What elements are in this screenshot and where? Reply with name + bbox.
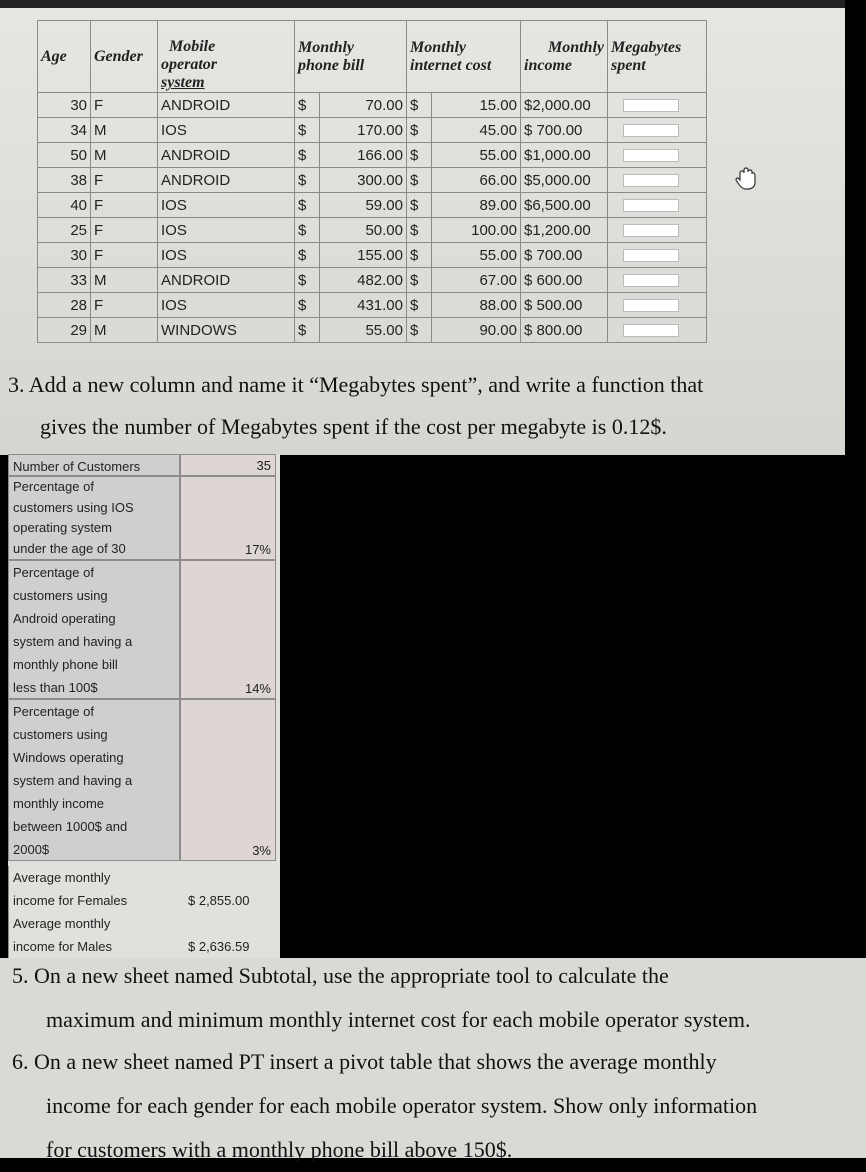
ios-under-30-label: Percentage of customers using IOS operating system under the age of 30	[8, 476, 180, 560]
cell-internet-cost: 55.00	[432, 143, 521, 168]
cell-gender: F	[91, 193, 158, 218]
table-row	[38, 143, 707, 168]
redacted-value	[623, 174, 679, 187]
avg-female-value: $ 2,855.00	[188, 893, 250, 908]
cell-internet-cost: 15.00	[432, 93, 521, 118]
cell-internet-currency: $	[407, 168, 432, 193]
cell-age: 34	[38, 118, 91, 143]
number-of-customers-value: 35	[180, 454, 276, 476]
cell-gender: F	[91, 293, 158, 318]
header-gender: Gender	[91, 21, 158, 93]
cell-internet-currency: $	[407, 93, 432, 118]
cell-internet-cost: 88.00	[432, 293, 521, 318]
cell-income: $ 600.00	[521, 268, 608, 293]
avg-male-value: $ 2,636.59	[188, 939, 250, 954]
cell-phone-bill: 170.00	[320, 118, 407, 143]
ios-under-30-value: 17%	[180, 476, 276, 560]
cell-bill-currency: $	[295, 143, 320, 168]
question-6-line-2: income for each gender for each mobile operator system. Show only information	[46, 1093, 758, 1118]
cell-megabytes	[608, 118, 707, 143]
cell-internet-cost: 45.00	[432, 118, 521, 143]
spreadsheet-photo	[0, 0, 866, 455]
cell-income: $1,200.00	[521, 218, 608, 243]
cell-bill-currency: $	[295, 93, 320, 118]
cell-gender: F	[91, 243, 158, 268]
question-5-line-1: 5. On a new sheet named Subtotal, use the appropriate tool to calculate the	[12, 963, 669, 988]
cell-megabytes	[608, 168, 707, 193]
avg-female-label: Average monthly income for Females	[8, 866, 180, 912]
hand-cursor-icon	[733, 166, 759, 192]
table-row	[38, 268, 707, 293]
cell-income: $ 700.00	[521, 243, 608, 268]
cell-gender: M	[91, 268, 158, 293]
cell-phone-bill: 55.00	[320, 318, 407, 343]
cell-phone-bill: 431.00	[320, 293, 407, 318]
cell-phone-bill: 482.00	[320, 268, 407, 293]
cell-os: ANDROID	[158, 268, 295, 293]
table-row	[38, 168, 707, 193]
redacted-value	[623, 324, 679, 337]
cell-megabytes	[608, 193, 707, 218]
cell-phone-bill: 59.00	[320, 193, 407, 218]
cell-internet-currency: $	[407, 243, 432, 268]
cell-internet-currency: $	[407, 143, 432, 168]
redacted-value	[623, 274, 679, 287]
cell-os: IOS	[158, 218, 295, 243]
cell-os: IOS	[158, 118, 295, 143]
cell-bill-currency: $	[295, 118, 320, 143]
redacted-value	[623, 149, 679, 162]
cell-internet-cost: 55.00	[432, 243, 521, 268]
cell-internet-cost: 89.00	[432, 193, 521, 218]
cell-internet-cost: 67.00	[432, 268, 521, 293]
question-3-line-1: 3. Add a new column and name it “Megabytes spent”, and write a function that	[8, 372, 704, 397]
cell-income: $6,500.00	[521, 193, 608, 218]
header-internet-cost: Monthly internet cost	[407, 21, 521, 93]
questions-photo	[0, 958, 866, 1162]
cell-megabytes	[608, 218, 707, 243]
cell-age: 28	[38, 293, 91, 318]
cell-bill-currency: $	[295, 243, 320, 268]
redacted-value	[623, 224, 679, 237]
cell-internet-currency: $	[407, 293, 432, 318]
cell-internet-currency: $	[407, 193, 432, 218]
cell-bill-currency: $	[295, 293, 320, 318]
cell-bill-currency: $	[295, 318, 320, 343]
cell-phone-bill: 155.00	[320, 243, 407, 268]
cell-internet-currency: $	[407, 118, 432, 143]
cell-megabytes	[608, 318, 707, 343]
header-row	[38, 21, 707, 93]
cell-income: $1,000.00	[521, 143, 608, 168]
question-3-line-2: gives the number of Megabytes spent if the cost per megabyte is 0.12$.	[40, 414, 667, 439]
cell-phone-bill: 166.00	[320, 143, 407, 168]
cell-bill-currency: $	[295, 268, 320, 293]
header-age: Age	[38, 21, 91, 93]
cell-internet-cost: 66.00	[432, 168, 521, 193]
table-row	[38, 118, 707, 143]
question-6-line-3: for customers with a monthly phone bill above 150$.	[46, 1137, 513, 1162]
cell-age: 33	[38, 268, 91, 293]
table-row	[38, 193, 707, 218]
cell-gender: F	[91, 168, 158, 193]
header-megabytes: Megabytes spent	[608, 21, 707, 93]
cell-income: $5,000.00	[521, 168, 608, 193]
redacted-value	[623, 124, 679, 137]
question-6-line-1: 6. On a new sheet named PT insert a pivot table that shows the average monthly	[12, 1049, 717, 1074]
cell-os: ANDROID	[158, 143, 295, 168]
cell-gender: M	[91, 118, 158, 143]
cell-megabytes	[608, 243, 707, 268]
cell-age: 30	[38, 93, 91, 118]
redacted-value	[623, 199, 679, 212]
cell-os: ANDROID	[158, 168, 295, 193]
avg-male-label: Average monthly income for Males	[8, 912, 180, 958]
cell-age: 25	[38, 218, 91, 243]
cell-bill-currency: $	[295, 193, 320, 218]
cell-gender: F	[91, 93, 158, 118]
header-income: Monthly income	[521, 21, 608, 93]
cell-income: $ 700.00	[521, 118, 608, 143]
summary-block	[8, 454, 280, 958]
cell-phone-bill: 70.00	[320, 93, 407, 118]
cell-income: $ 500.00	[521, 293, 608, 318]
cell-os: IOS	[158, 243, 295, 268]
cell-megabytes	[608, 143, 707, 168]
cell-os: ANDROID	[158, 93, 295, 118]
cell-income: $2,000.00	[521, 93, 608, 118]
table-row	[38, 218, 707, 243]
cell-phone-bill: 50.00	[320, 218, 407, 243]
question-3	[8, 364, 838, 448]
redacted-value	[623, 299, 679, 312]
cell-bill-currency: $	[295, 168, 320, 193]
cell-age: 38	[38, 168, 91, 193]
customer-table	[37, 20, 707, 343]
cell-os: IOS	[158, 193, 295, 218]
cell-internet-currency: $	[407, 268, 432, 293]
question-6	[12, 1040, 757, 1172]
windows-income-label: Percentage of customers using Windows operating system and having a monthly income between 1000$ and 2000$	[8, 699, 180, 861]
cell-internet-currency: $	[407, 218, 432, 243]
header-os: Mobile operator system	[158, 21, 295, 93]
cell-age: 50	[38, 143, 91, 168]
android-bill-value: 14%	[180, 560, 276, 699]
table-row	[38, 93, 707, 118]
cell-os: WINDOWS	[158, 318, 295, 343]
table-body	[38, 93, 707, 343]
number-of-customers-label: Number of Customers	[8, 454, 180, 476]
cell-income: $ 800.00	[521, 318, 608, 343]
redacted-value	[623, 249, 679, 262]
cell-internet-cost: 100.00	[432, 218, 521, 243]
cell-gender: F	[91, 218, 158, 243]
redacted-value	[623, 99, 679, 112]
cell-internet-cost: 90.00	[432, 318, 521, 343]
cell-bill-currency: $	[295, 218, 320, 243]
question-5-line-2: maximum and minimum monthly internet cost for each mobile operator system.	[46, 1007, 751, 1032]
table-row	[38, 243, 707, 268]
cell-megabytes	[608, 93, 707, 118]
android-bill-label: Percentage of customers using Android operating system and having a monthly phone bill less than 100$	[8, 560, 180, 699]
table-row	[38, 293, 707, 318]
cell-age: 40	[38, 193, 91, 218]
cell-os: IOS	[158, 293, 295, 318]
header-phone-bill: Monthly phone bill	[295, 21, 407, 93]
cell-megabytes	[608, 293, 707, 318]
cell-age: 29	[38, 318, 91, 343]
cell-gender: M	[91, 143, 158, 168]
table-row	[38, 318, 707, 343]
cell-megabytes	[608, 268, 707, 293]
cell-internet-currency: $	[407, 318, 432, 343]
cell-phone-bill: 300.00	[320, 168, 407, 193]
question-5	[12, 954, 750, 1042]
cell-age: 30	[38, 243, 91, 268]
windows-income-value: 3%	[180, 699, 276, 861]
cell-gender: M	[91, 318, 158, 343]
